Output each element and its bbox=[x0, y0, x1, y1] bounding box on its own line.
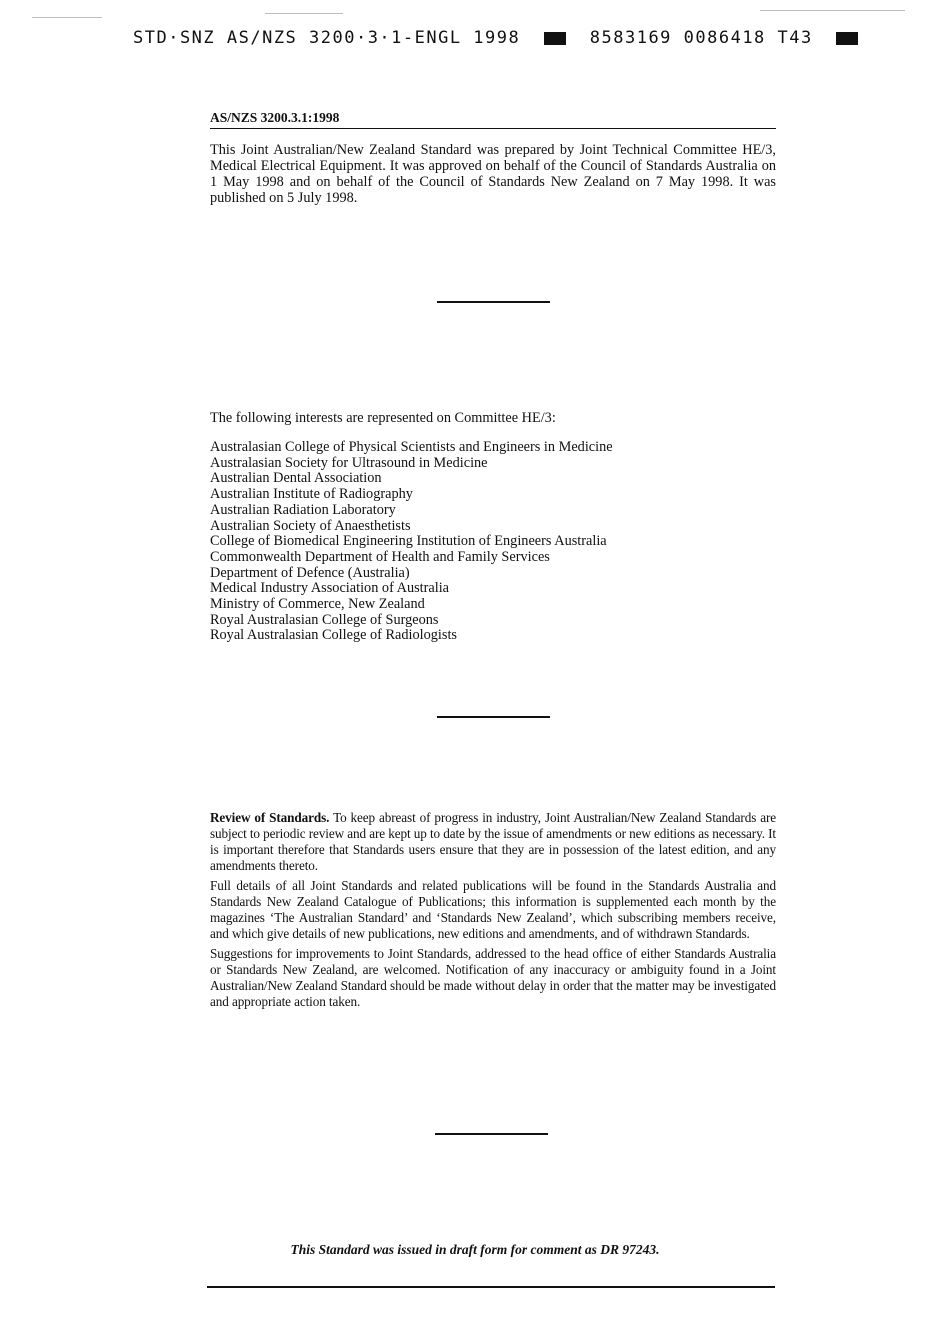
redaction-block bbox=[544, 32, 566, 45]
list-item: Commonwealth Department of Health and Family Services bbox=[210, 548, 550, 565]
list-item: Department of Defence (Australia) bbox=[210, 564, 410, 581]
preparation-paragraph: This Joint Australian/New Zealand Standard was prepared by Joint Technical Committee HE/3, Medical Electrical Equipment. It was approved on behalf of the Council of Standards Australia on 1 May 1998 and on behalf of the Council of Standards New Zealand on 7 May 1998. It was published on 5 July 1998. bbox=[210, 142, 776, 206]
scan-artifact-line bbox=[265, 13, 343, 14]
list-item: Royal Australasian College of Surgeons bbox=[210, 611, 439, 628]
interests-intro: The following interests are represented on Committee HE/3: bbox=[210, 410, 556, 426]
list-item: Medical Industry Association of Australia bbox=[210, 580, 450, 597]
review-heading: Review of Standards. bbox=[210, 810, 330, 825]
section-divider bbox=[437, 716, 550, 718]
section-divider bbox=[437, 301, 550, 303]
section-divider bbox=[435, 1133, 548, 1135]
document-header-code bbox=[133, 28, 858, 48]
list-item: Australasian College of Physical Scientists and Engineers in Medicine bbox=[210, 439, 613, 455]
standard-designation: AS/NZS 3200.3.1:1998 bbox=[210, 110, 776, 129]
list-item: Australian Dental Association bbox=[210, 470, 382, 487]
review-of-standards bbox=[210, 810, 776, 1014]
list-item: Australasian Society for Ultrasound in Medicine bbox=[210, 454, 488, 471]
list-item: College of Biomedical Engineering Institution of Engineers Australia bbox=[210, 533, 607, 550]
footer-rule bbox=[207, 1286, 775, 1288]
serial-number: 8583169 0086418 T43 bbox=[589, 28, 813, 48]
interests-list bbox=[210, 440, 613, 644]
list-item: Royal Australasian College of Radiologists bbox=[210, 627, 457, 644]
list-item: Australian Society of Anaesthetists bbox=[210, 517, 411, 534]
review-text-1: To keep abreast of progress in industry, Joint Australian/New Zealand Standards are subject to periodic review and are kept up to date by the issue of amendments or new editions as necessary. It is important therefore that Standards users ensure that they are in possession of the latest edition, and any amendments thereto. bbox=[210, 810, 776, 873]
redaction-block bbox=[836, 32, 858, 45]
scan-artifact-line bbox=[760, 10, 905, 11]
list-item: Australian Institute of Radiography bbox=[210, 486, 413, 503]
doc-code: STD·SNZ AS/NZS 3200·3·1-ENGL 1998 bbox=[133, 28, 521, 48]
draft-note: This Standard was issued in draft form for comment as DR 97243. bbox=[290, 1242, 660, 1257]
review-paragraph-2: Full details of all Joint Standards and related publications will be found in the Standards Australia and Standards New Zealand Catalogue of Publications; this information is supplemented each month by the magazines ‘The Australian Standard’ and ‘Standards New Zealand’, which subscribing members receive, and which give details of new publications, new editions and amendments, and of withdrawn Standards. bbox=[210, 878, 776, 941]
review-paragraph-3: Suggestions for improvements to Joint Standards, addressed to the head office of either Standards Australia or Standards New Zealand, are welcomed. Notification of any inaccuracy or ambiguity found in a Joint Australian/New Zealand Standard should be made without delay in order that the matter may be investigated and appropriate action taken. bbox=[210, 946, 776, 1009]
list-item: Ministry of Commerce, New Zealand bbox=[210, 596, 425, 613]
scan-artifact-line bbox=[32, 17, 102, 18]
list-item: Australian Radiation Laboratory bbox=[210, 501, 396, 518]
review-paragraph-1 bbox=[210, 810, 776, 874]
